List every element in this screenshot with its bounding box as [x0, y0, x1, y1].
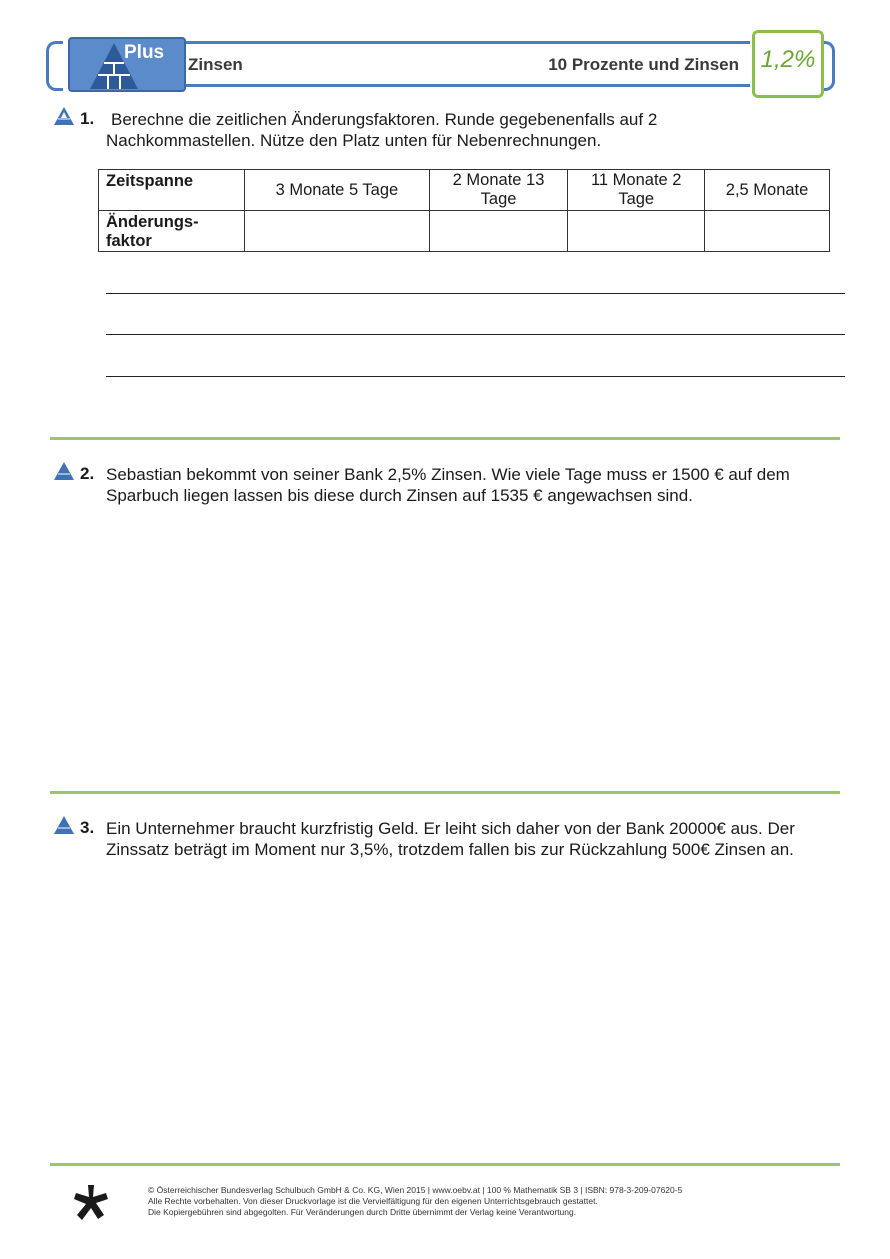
- task-3-text-line-1: Ein Unternehmer braucht kurzfristig Geld. Er leiht sich daher von der Bank 20000€ aus. Der: [106, 819, 795, 838]
- table-row: [99, 170, 830, 211]
- task-1-number: 1.: [80, 109, 95, 128]
- header-bracket-left: [46, 41, 63, 91]
- section-divider: [50, 437, 840, 440]
- row-label-timespan: Zeitspanne: [99, 170, 245, 211]
- task-1-text-line-1: Berechne die zeitlichen Änderungsfaktoren. Runde gegebenenfalls auf 2: [111, 110, 658, 129]
- section-divider: [50, 791, 840, 794]
- difficulty-pyramid-icon: [53, 815, 75, 835]
- table-row: [99, 211, 830, 252]
- writing-line: [106, 334, 845, 335]
- writing-line: [106, 293, 845, 294]
- topic-title: Zinsen: [188, 55, 243, 74]
- footer-copyright: © Österreichischer Bundesverlag Schulbuch GmbH & Co. KG, Wien 2015 | www.oebv.at | 100 % Mathematik SB 3 | ISBN: 978-3-209-07620-5 Alle Rechte vorbehalten. Von dieser Druckvorlage ist die Vervielfältigung für den eigenen Unterrichtsgebrauch gestattet. Die Kopiergebühren sind abgegolten. Für Veränderungen durch Dritte übernimmt der Verlag keine Verantwortung.: [148, 1185, 683, 1217]
- task-3-number: 3.: [80, 818, 95, 837]
- task-2-text-line-1: Sebastian bekommt von seiner Bank 2,5% Zinsen. Wie viele Tage muss er 1500 € auf dem: [106, 465, 790, 484]
- footer-divider: [50, 1163, 840, 1166]
- timespan-cell: 2 Monate 13 Tage: [429, 170, 568, 211]
- answer-cell[interactable]: [429, 211, 568, 252]
- answer-cell[interactable]: [245, 211, 430, 252]
- publisher-logo-icon: [72, 1183, 110, 1223]
- answer-cell[interactable]: [568, 211, 705, 252]
- chapter-title: 10 Prozente und Zinsen: [548, 55, 739, 74]
- timespan-table: [98, 169, 830, 252]
- difficulty-pyramid-icon: [53, 461, 75, 481]
- plus-logo-label: Plus: [124, 42, 165, 63]
- timespan-cell: 11 Monate 2 Tage: [568, 170, 705, 211]
- writing-line: [106, 376, 845, 377]
- level-badge-text: 1,2%: [760, 46, 816, 73]
- difficulty-pyramid-icon: [53, 106, 75, 126]
- task-3-text-line-2: Zinssatz beträgt im Moment nur 3,5%, trotzdem fallen bis zur Rückzahlung 500€ Zinsen an.: [106, 840, 794, 859]
- timespan-cell: 3 Monate 5 Tage: [245, 170, 430, 211]
- task-2-text-line-2: Sparbuch liegen lassen bis diese durch Zinsen auf 1535 € angewachsen sind.: [106, 486, 693, 505]
- task-2-number: 2.: [80, 464, 95, 483]
- timespan-cell: 2,5 Monate: [705, 170, 830, 211]
- row-label-factor: Änderungs- faktor: [99, 211, 245, 252]
- answer-cell[interactable]: [705, 211, 830, 252]
- task-1-text-line-2: Nachkommastellen. Nütze den Platz unten für Nebenrechnungen.: [106, 131, 602, 150]
